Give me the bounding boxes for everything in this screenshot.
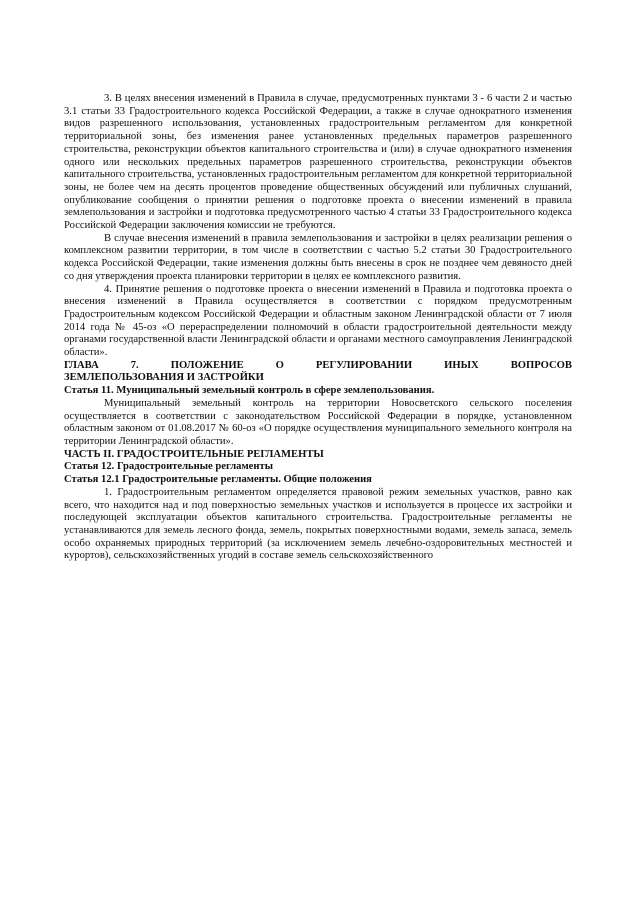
paragraph-municipal-land-control: Муниципальный земельный контроль на территории Новосветского сельского поселения осуществляется в соответствии с законодательством Российской Федерации в порядке, установленном областным законом от 01.08.2017 № 60-оз «О порядке осуществления муниципального земельного контроля на территории Ленинградской области». [64, 397, 572, 447]
paragraph-item-3: 3. В целях внесения изменений в Правила в случае, предусмотренных пунктами 3 - 6 части 2 и частью 3.1 статьи 33 Градостроительного кодекса Российской Федерации, а также в случае однократного изменения видов разрешенного использования, установленных градостроительным регламентом для конкретной территориальной зоны, без изменения ранее установленных предельных параметров разрешенного строительства, реконструкции объектов капитального строительства и (или) в случае однократного изменения одного или нескольких предельных параметров разрешенного строительства, реконструкции объектов капитального строительства, установленных градостроительным регламентом для конкретной территориальной зоны, не более чем на десять процентов проведение общественных обсуждений или публичных слушаний, опубликование сообщения о принятии решения о подготовке проекта о внесении изменений в правила землепользования и застройки и подготовка предусмотренного частью 4 статьи 33 Градостроительного кодекса Российской Федерации заключения комиссии не требуются. [64, 93, 572, 232]
paragraph-item-4: 4. Принятие решения о подготовке проекта о внесении изменений в Правила и подготовка проекта о внесения изменений в Правила осуществляется в соответствии с порядком предусмотренным Градостроительным кодексом Российской Федерации и областным законом Ленинградской области от 7 июля 2014 года № 45-оз «О перераспределении полномочий в области градостроительной деятельности между органами государственной власти Ленинградской области и органами местного самоуправления Ленинградской области». [64, 283, 572, 359]
chapter-7-heading-line-1: ГЛАВА 7. ПОЛОЖЕНИЕ О РЕГУЛИРОВАНИИ ИНЫХ ВОПРОСОВ [64, 359, 572, 371]
paragraph-regulations-general: 1. Градостроительным регламентом определяется правовой режим земельных участков, равно как всего, что находится над и под поверхностью земельных участков и используется в процессе их застройки и последующей эксплуатации объектов капитального строительства. Градостроительные регламенты не устанавливаются для земель лесного фонда, земель, покрытых поверхностными водами, земель запаса, земель особо охраняемых природных территорий (за исключением земель лечебно-оздоровительных местностей и курортов), сельскохозяйственных угодий в составе земель сельскохозяйственного [64, 486, 572, 562]
article-12-heading: Статья 12. Градостроительные регламенты [64, 461, 273, 473]
document-page [64, 93, 572, 563]
chapter-7-heading-line-2: ЗЕМЛЕПОЛЬЗОВАНИЯ И ЗАСТРОЙКИ [64, 372, 264, 384]
paragraph-integrated-development: В случае внесения изменений в правила землепользования и застройки в целях реализации решения о комплексном развитии территории, в том числе в соответствии с частью 5.2 статьи 30 Градостроительного кодекса Российской Федерации, такие изменения должны быть внесены в срок не позднее чем девяносто дней со дня утверждения проекта планировки территории в целях ее комплексного развития. [64, 232, 572, 282]
part-2-heading: ЧАСТЬ II. ГРАДОСТРОИТЕЛЬНЫЕ РЕГЛАМЕНТЫ [64, 448, 324, 460]
article-11-heading: Статья 11. Муниципальный земельный контроль в сфере землепользования. [64, 385, 435, 397]
article-12-1-heading: Статья 12.1 Градостроительные регламенты. Общие положения [64, 474, 372, 486]
